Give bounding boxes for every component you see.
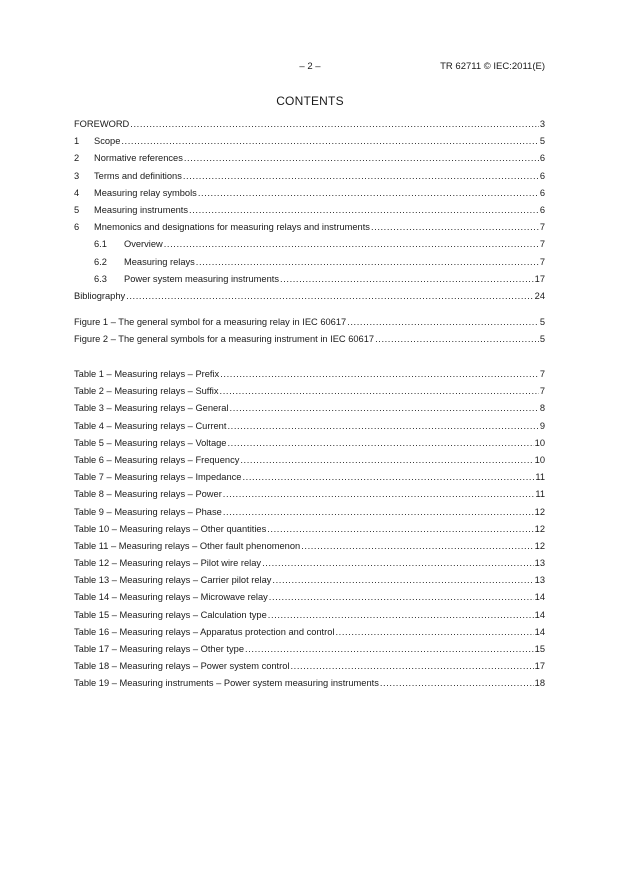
- entry-number: 4: [74, 187, 80, 198]
- document-reference: TR 62711 © IEC:2011(E): [440, 61, 545, 72]
- entry-page-number: 17: [534, 661, 545, 672]
- dot-leader: [164, 239, 539, 249]
- entry-number: 6.2: [94, 256, 107, 267]
- entry-number: 3: [74, 170, 80, 181]
- dot-leader: [183, 171, 539, 181]
- dot-leader: [121, 136, 538, 146]
- toc-entry[interactable]: [74, 171, 545, 188]
- table-entry[interactable]: [74, 558, 545, 575]
- figure-entry[interactable]: [74, 317, 545, 334]
- dot-leader: [245, 644, 534, 654]
- page-title: CONTENTS: [276, 94, 344, 108]
- entry-title: Table 13 – Measuring relays – Carrier pilot relay: [74, 575, 272, 586]
- entry-page-number: 13: [534, 558, 545, 569]
- toc-entry[interactable]: [74, 136, 545, 153]
- table-entry[interactable]: [74, 524, 545, 541]
- figure-entry[interactable]: [74, 334, 545, 351]
- table-entry[interactable]: [74, 369, 545, 386]
- entry-number: 6.1: [94, 239, 107, 250]
- entry-page-number: 12: [534, 506, 545, 517]
- dot-leader: [335, 627, 533, 637]
- table-entry[interactable]: [74, 627, 545, 644]
- entry-page-number: 17: [534, 273, 545, 284]
- entry-title: Mnemonics and designations for measuring relays and instruments: [94, 222, 370, 233]
- entry-title: Table 9 – Measuring relays – Phase: [74, 506, 222, 517]
- entry-page-number: 6: [539, 204, 545, 215]
- entry-title: Table 1 – Measuring relays – Prefix: [74, 369, 220, 379]
- entry-title: Table 7 – Measuring relays – Impedance: [74, 472, 242, 483]
- entry-title: Table 17 – Measuring relays – Other type: [74, 644, 245, 654]
- entry-number: 1: [74, 136, 80, 147]
- dot-leader: [272, 575, 533, 585]
- table-entry[interactable]: [74, 610, 545, 627]
- entry-title: Table 12 – Measuring relays – Pilot wire relay: [74, 558, 262, 569]
- dot-leader: [267, 524, 533, 534]
- entry-page-number: 14: [534, 592, 545, 603]
- toc-entry[interactable]: [74, 153, 545, 170]
- entry-number: 2: [74, 153, 80, 164]
- entry-title: Overview: [124, 239, 163, 250]
- table-entry[interactable]: [74, 472, 545, 489]
- toc-entry[interactable]: [74, 205, 545, 222]
- entry-page-number: 24: [534, 290, 545, 301]
- entry-title: Table 10 – Measuring relays – Other quantities: [74, 523, 267, 534]
- page-number: – 2 –: [299, 61, 321, 72]
- entry-page-number: 6: [539, 153, 545, 164]
- entry-page-number: 7: [539, 239, 545, 250]
- table-entry[interactable]: [74, 644, 545, 661]
- entry-page-number: 11: [535, 472, 545, 483]
- entry-page-number: 3: [539, 119, 545, 129]
- entry-number: 6: [74, 222, 80, 233]
- entry-title: Measuring relay symbols: [94, 187, 197, 198]
- dot-leader: [220, 386, 539, 396]
- entry-title: Table 6 – Measuring relays – Frequency: [74, 454, 240, 465]
- entry-title: Measuring instruments: [94, 204, 189, 215]
- dot-leader: [227, 438, 533, 448]
- entry-page-number: 8: [539, 403, 545, 414]
- table-entry[interactable]: [74, 661, 545, 678]
- entry-title: Figure 2 – The general symbols for a measuring instrument in IEC 60617: [74, 334, 375, 345]
- entry-title: Table 11 – Measuring relays – Other fault phenomenon: [74, 540, 301, 551]
- entry-page-number: 12: [534, 540, 545, 551]
- toc-entry[interactable]: [74, 119, 545, 136]
- entry-page-number: 9: [539, 420, 545, 431]
- entry-page-number: 14: [534, 609, 545, 620]
- entry-title: Bibliography: [74, 290, 126, 301]
- entry-title: Table 8 – Measuring relays – Power: [74, 489, 222, 500]
- entry-page-number: 7: [539, 222, 545, 233]
- dot-leader: [242, 472, 534, 482]
- entry-page-number: 12: [534, 523, 545, 534]
- dot-leader: [269, 592, 534, 602]
- entry-title: FOREWORD: [74, 119, 130, 129]
- entry-page-number: 5: [539, 317, 545, 327]
- table-entry[interactable]: [74, 592, 545, 609]
- toc-entry[interactable]: [74, 274, 545, 291]
- table-entry[interactable]: [74, 438, 545, 455]
- entry-title: Measuring relays: [124, 256, 195, 267]
- dot-leader: [371, 222, 539, 232]
- dot-leader: [301, 541, 533, 551]
- dot-leader: [198, 188, 539, 198]
- entry-page-number: 11: [535, 489, 545, 500]
- dot-leader: [230, 403, 539, 413]
- entry-page-number: 5: [539, 136, 545, 147]
- toc-entry[interactable]: [74, 257, 545, 274]
- toc-entry[interactable]: [74, 239, 545, 256]
- entry-title: Table 16 – Measuring relays – Apparatus protection and control: [74, 626, 335, 637]
- entry-number: 6.3: [94, 273, 107, 284]
- entry-title: Scope: [94, 136, 121, 147]
- table-entry[interactable]: [74, 575, 545, 592]
- entry-page-number: 15: [534, 644, 545, 654]
- entry-title: Table 18 – Measuring relays – Power system control: [74, 661, 290, 672]
- toc-entry[interactable]: [74, 291, 545, 308]
- entry-title: Table 15 – Measuring relays – Calculation type: [74, 609, 267, 620]
- entry-page-number: 6: [539, 187, 545, 198]
- entry-number: 5: [74, 204, 80, 215]
- dot-leader: [196, 257, 539, 267]
- dot-leader: [262, 558, 534, 568]
- entry-page-number: 7: [539, 369, 545, 379]
- entry-page-number: 18: [534, 678, 545, 689]
- entry-title: Table 2 – Measuring relays – Suffix: [74, 386, 219, 397]
- tables-list: [74, 369, 545, 696]
- dot-leader: [220, 369, 539, 379]
- dot-leader: [126, 291, 533, 301]
- dot-leader: [130, 119, 539, 129]
- entry-page-number: 10: [534, 437, 545, 448]
- dot-leader: [375, 334, 539, 344]
- dot-leader: [280, 274, 534, 284]
- entry-title: Terms and definitions: [94, 170, 182, 181]
- dot-leader: [227, 421, 538, 431]
- dot-leader: [240, 455, 533, 465]
- dot-leader: [290, 661, 533, 671]
- toc-entry[interactable]: [74, 188, 545, 205]
- table-entry[interactable]: [74, 678, 545, 695]
- contents-list: [74, 119, 545, 308]
- table-entry[interactable]: [74, 386, 545, 403]
- dot-leader: [347, 317, 539, 327]
- entry-title: Table 4 – Measuring relays – Current: [74, 420, 227, 431]
- entry-title: Table 3 – Measuring relays – General: [74, 403, 229, 414]
- entry-page-number: 6: [539, 170, 545, 181]
- table-entry[interactable]: [74, 455, 545, 472]
- entry-page-number: 7: [539, 256, 545, 267]
- table-entry[interactable]: [74, 541, 545, 558]
- table-entry[interactable]: [74, 421, 545, 438]
- entry-title: Normative references: [94, 153, 183, 164]
- entry-title: Table 19 – Measuring instruments – Power system measuring instruments: [74, 678, 379, 689]
- entry-page-number: 7: [539, 386, 545, 397]
- dot-leader: [223, 507, 534, 517]
- dot-leader: [380, 678, 534, 688]
- entry-title: Table 5 – Measuring relays – Voltage: [74, 437, 227, 448]
- table-entry[interactable]: [74, 403, 545, 420]
- dot-leader: [189, 205, 539, 215]
- entry-page-number: 14: [534, 626, 545, 637]
- dot-leader: [223, 489, 535, 499]
- entry-title: Power system measuring instruments: [124, 273, 280, 284]
- table-entry[interactable]: [74, 507, 545, 524]
- table-entry[interactable]: [74, 489, 545, 506]
- figures-list: [74, 317, 545, 351]
- toc-entry[interactable]: [74, 222, 545, 239]
- entry-title: Figure 1 – The general symbol for a measuring relay in IEC 60617: [74, 317, 347, 327]
- entry-page-number: 13: [534, 575, 545, 586]
- entry-page-number: 10: [534, 454, 545, 465]
- dot-leader: [268, 610, 534, 620]
- dot-leader: [184, 153, 539, 163]
- entry-title: Table 14 – Measuring relays – Microwave relay: [74, 592, 268, 603]
- entry-page-number: 5: [539, 334, 545, 345]
